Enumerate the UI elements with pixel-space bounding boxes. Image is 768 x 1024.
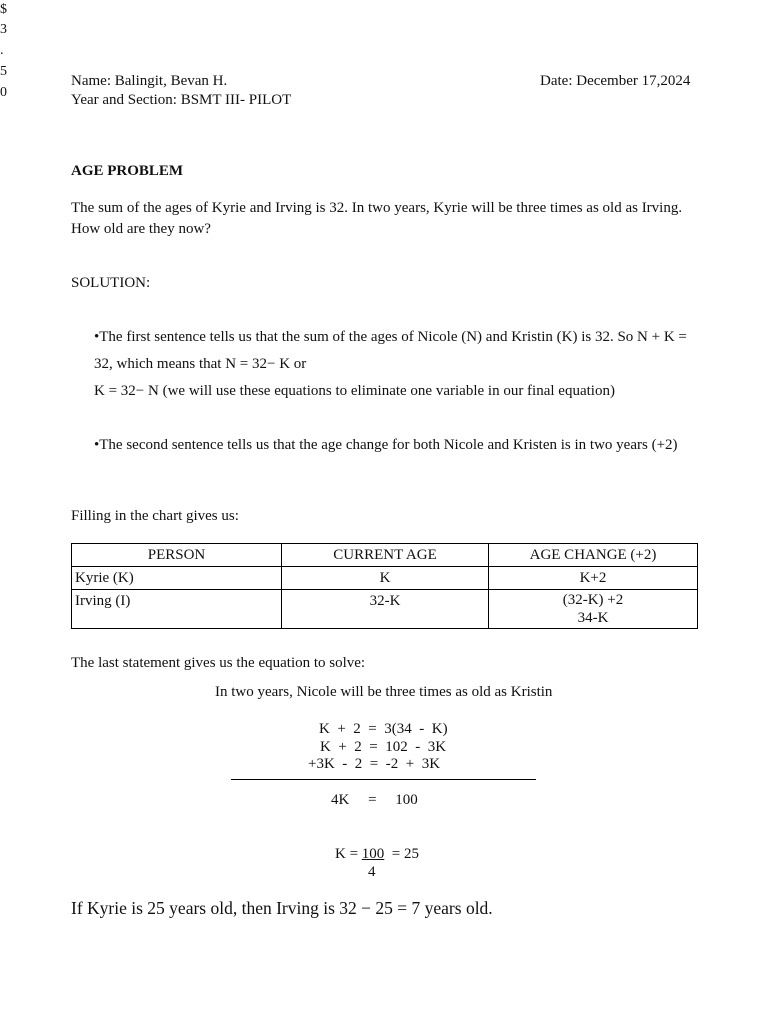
bullet-1-line1: •The first sentence tells us that the sum of the ages of Nicole (N) and Kristin (K) is 32. So N + K = 32, which means that N = 32− K or <box>94 329 687 372</box>
table-cell-line: (32-K) +2 <box>562 592 624 608</box>
fraction-numerator: 100 <box>361 846 385 862</box>
table-cell <box>489 590 698 629</box>
table-cell: K <box>282 567 489 590</box>
table-row <box>72 567 698 590</box>
age-chart-table <box>71 543 698 629</box>
equation-caption: In two years, Nicole will be three times as old as Kristin <box>215 684 553 700</box>
fraction-denominator: 4 <box>368 864 376 880</box>
fraction-equation <box>335 845 419 863</box>
equation-line: K + 2 = 3(34 - K) <box>319 721 448 737</box>
year-section: Year and Section: BSMT III- PILOT <box>71 92 292 108</box>
conclusion: If Kyrie is 25 years old, then Irving is 32 − 25 = 7 years old. <box>71 898 493 918</box>
table-cell: Kyrie (K) <box>72 567 282 590</box>
solution-label: SOLUTION: <box>71 275 151 291</box>
table-row <box>72 590 698 629</box>
table-cell-line: 34-K <box>577 610 609 626</box>
table-cell: 32-K <box>282 590 489 629</box>
equation-line: +3K - 2 = -2 + 3K <box>308 756 441 772</box>
equation-divider <box>231 779 536 780</box>
table-header-row <box>72 544 698 567</box>
margin-char: $ <box>0 2 7 17</box>
problem-statement: The sum of the ages of Kyrie and Irving is 32. In two years, Kyrie will be three times as old as Irving. How old are they now? <box>71 200 683 237</box>
table-header: PERSON <box>72 544 282 567</box>
margin-char: . <box>0 43 4 58</box>
page-title: AGE PROBLEM <box>71 163 184 179</box>
table-header: CURRENT AGE <box>282 544 489 567</box>
margin-char: 5 <box>0 64 7 79</box>
margin-char: 0 <box>0 85 7 100</box>
document-date: Date: December 17,2024 <box>540 73 691 89</box>
bullet-1 <box>94 324 694 405</box>
table-cell: Irving (I) <box>72 590 282 629</box>
bullet-2: •The second sentence tells us that the age change for both Nicole and Kristen is in two years (+2) <box>94 437 678 453</box>
chart-intro: Filling in the chart gives us: <box>71 508 239 524</box>
fraction-prefix: K = <box>335 846 362 862</box>
last-statement: The last statement gives us the equation to solve: <box>71 655 366 671</box>
table-cell: K+2 <box>489 567 698 590</box>
bullet-1-line2: K = 32− N (we will use these equations to eliminate one variable in our final equation) <box>94 383 615 399</box>
table-header: AGE CHANGE (+2) <box>489 544 698 567</box>
equation-line: K + 2 = 102 - 3K <box>320 739 447 755</box>
margin-char: 3 <box>0 22 7 37</box>
fraction-suffix: = 25 <box>384 846 420 862</box>
student-name: Name: Balingit, Bevan H. <box>71 73 228 89</box>
result-equation: 4K = 100 <box>331 792 418 808</box>
